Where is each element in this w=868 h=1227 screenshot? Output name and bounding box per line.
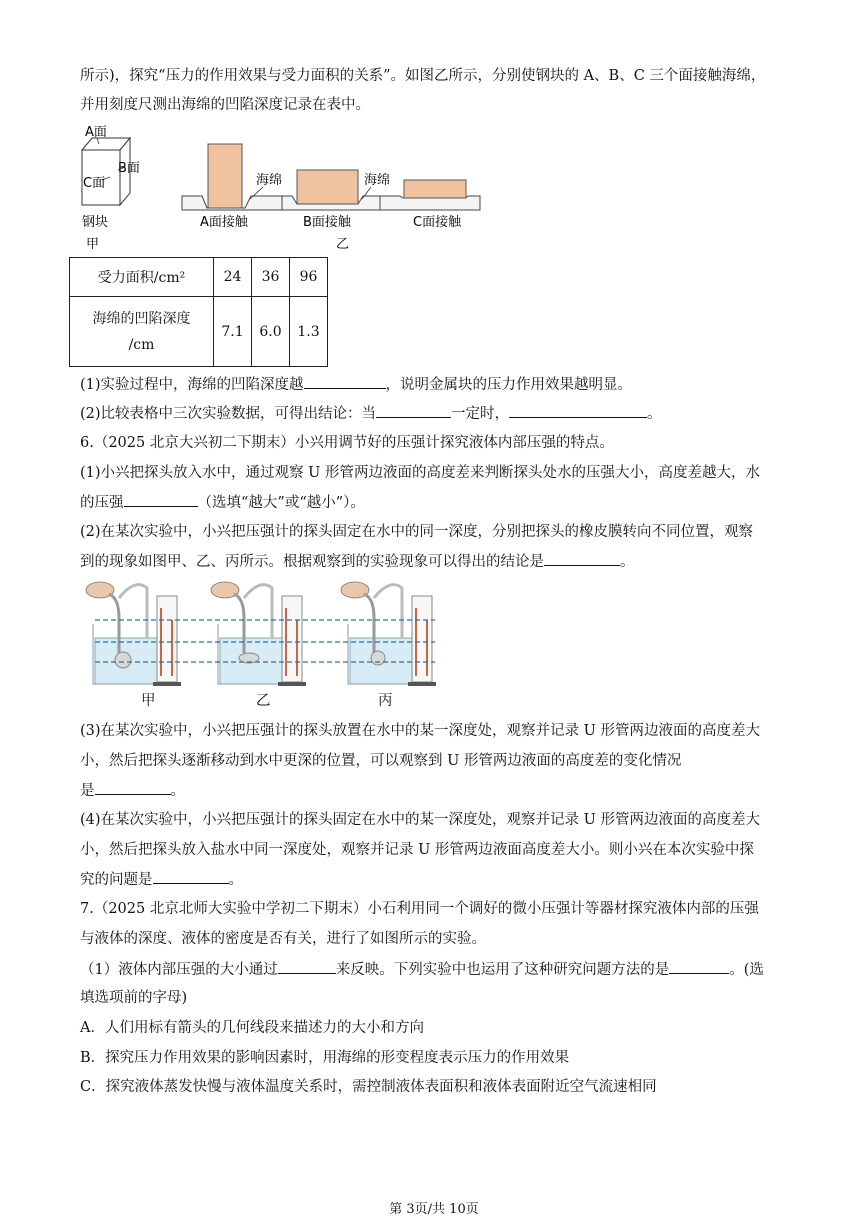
answer-blank[interactable]	[544, 551, 620, 566]
q6-part4-line3-b: 。	[228, 872, 243, 888]
answer-blank[interactable]	[509, 403, 647, 418]
fig-label-yi: 乙	[256, 693, 271, 709]
q6-part1-line2	[80, 492, 365, 513]
q6-part1-line2-a: 的压强	[80, 495, 124, 511]
area-header: 受力面积/cm²	[70, 258, 214, 297]
intro-line-1: 所示)，探究“压力的作用效果与受力面积的关系”。如图乙所示，分别使钢块的 A、B、C 三个面接触海绵，	[80, 68, 766, 84]
caption-c-contact: C面接触	[413, 215, 462, 230]
q6-part2-line1: (2)在某次实验中，小兴把压强计的探头固定在水中的同一深度，分别把探头的橡皮膜转向不同位置，观察	[80, 524, 754, 540]
q6-part2-line2-a: 到的现象如图甲、乙、丙所示。根据观察到的实验现象可以得出的结论是	[80, 554, 544, 570]
q6-part4-line3	[80, 869, 243, 890]
table-row	[70, 297, 328, 367]
sponge-label-1: 海绵	[256, 173, 283, 188]
gauge-setup-bing	[341, 582, 436, 686]
depth-header-line-1: 海绵的凹陷深度	[92, 310, 191, 327]
steel-label: 钢块	[82, 215, 109, 230]
data-table	[69, 257, 328, 367]
answer-blank[interactable]	[124, 492, 198, 507]
fig-label-bing: 丙	[378, 693, 393, 709]
q6-part1-line1: (1)小兴把探头放入水中，通过观察 U 形管两边液面的高度差来判断探头处水的压强大小，高度差越大，水	[80, 465, 760, 481]
area-cell: 36	[252, 258, 290, 297]
steel-block-figure	[70, 122, 510, 257]
q5-part2	[80, 403, 662, 424]
q7-part1-line2: 填选项前的字母)	[80, 990, 188, 1006]
answer-blank[interactable]	[376, 403, 451, 418]
q7-option-c: C．探究液体蒸发快慢与液体温度关系时，需控制液体表面积和液体表面附近空气流速相同	[80, 1079, 657, 1095]
answer-blank[interactable]	[304, 374, 386, 389]
q7-option-b: B．探究压力作用效果的影响因素时，用海绵的形变程度表示压力的作用效果	[80, 1050, 570, 1066]
area-cell: 24	[214, 258, 252, 297]
q5-part2-a: (2)比较表格中三次实验数据，可得出结论：当	[80, 406, 377, 422]
gauge-setup-yi	[211, 582, 306, 686]
b-face-label: B面	[118, 161, 140, 176]
depth-header	[70, 297, 214, 367]
depth-cell: 7.1	[214, 297, 252, 367]
intro-line-2: 并用刻度尺测出海绵的凹陷深度记录在表中。	[80, 97, 370, 113]
q6-part4-line1: (4)在某次实验中，小兴把压强计的探头固定在水中的某一深度处，观察并记录 U 形管两边液面的高度差大	[80, 812, 760, 828]
caption-a-contact: A面接触	[200, 215, 248, 230]
q5-part1	[80, 374, 632, 395]
depth-cell: 1.3	[290, 297, 328, 367]
q6-part3-line1: (3)在某次实验中，小兴把压强计的探头放置在水中的某一深度处，观察并记录 U 形管两边液面的高度差大	[80, 723, 760, 739]
jia-label-top: 甲	[86, 237, 100, 252]
q7-part1-line1	[80, 959, 764, 980]
q5-part2-c: 。	[647, 406, 662, 422]
q6-part4-line2: 小，然后把探头放入盐水中同一深度处，观察并记录 U 形管两边液面高度差大小。则小兴在本次实验中探	[80, 842, 754, 858]
sponge-label-2: 海绵	[364, 173, 391, 188]
q7-part1-b: 来反映。下列实验中也运用了这种研究问题方法的是	[335, 962, 670, 978]
gauge-setup-jia	[86, 582, 181, 686]
answer-blank[interactable]	[95, 780, 171, 795]
q6-title: 6.（2025 北京大兴初二下期末）小兴用调节好的压强计探究液体内部压强的特点。	[80, 435, 614, 451]
area-cell: 96	[290, 258, 328, 297]
depth-header-line-2: /cm	[128, 336, 155, 353]
q7-part1-c: 。(选	[729, 962, 764, 978]
c-face-label: C面	[83, 176, 106, 191]
q6-part3-line3	[80, 780, 185, 801]
page-number-footer: 第 3页/共 10页	[389, 1202, 479, 1217]
q6-part1-line2-b: （选填“越大”或“越小”）。	[197, 495, 365, 511]
a-face-label: A面	[85, 125, 107, 140]
q5-part2-b: 一定时，	[451, 406, 510, 422]
q6-part3-line3-a: 是	[80, 783, 95, 799]
q7-option-a: A．人们用标有箭头的几何线段来描述力的大小和方向	[80, 1020, 424, 1036]
answer-blank[interactable]	[669, 959, 729, 974]
q6-part3-line2: 小，然后把探头逐渐移动到水中更深的位置，可以观察到 U 形管两边液面的高度差的变化情况	[80, 753, 682, 769]
yi-label-top: 乙	[336, 237, 350, 252]
q5-part1-a: (1)实验过程中，海绵的凹陷深度越	[80, 377, 304, 393]
q6-part2-line2-b: 。	[620, 554, 635, 570]
q7-part1-a: （1）液体内部压强的大小通过	[80, 962, 278, 978]
table-row	[70, 258, 328, 297]
q5-part1-b: ，说明金属块的压力作用效果越明显。	[385, 377, 633, 393]
q6-part4-line3-a: 究的问题是	[80, 872, 153, 888]
q6-part3-line3-b: 。	[170, 783, 185, 799]
sponge-c-contact	[380, 180, 480, 210]
answer-blank[interactable]	[278, 959, 336, 974]
pressure-gauge-figure	[75, 578, 445, 708]
q7-title-line2: 与液体的深度、液体的密度是否有关，进行了如图所示的实验。	[80, 931, 486, 947]
caption-b-contact: B面接触	[303, 215, 351, 230]
answer-blank[interactable]	[153, 869, 229, 884]
fig-label-jia: 甲	[141, 693, 156, 709]
q7-title-line1: 7.（2025 北京北师大实验中学初二下期末）小石利用同一个调好的微小压强计等器材探究液体内部的压强	[80, 901, 759, 917]
q6-part2-line2	[80, 551, 635, 572]
depth-cell: 6.0	[252, 297, 290, 367]
